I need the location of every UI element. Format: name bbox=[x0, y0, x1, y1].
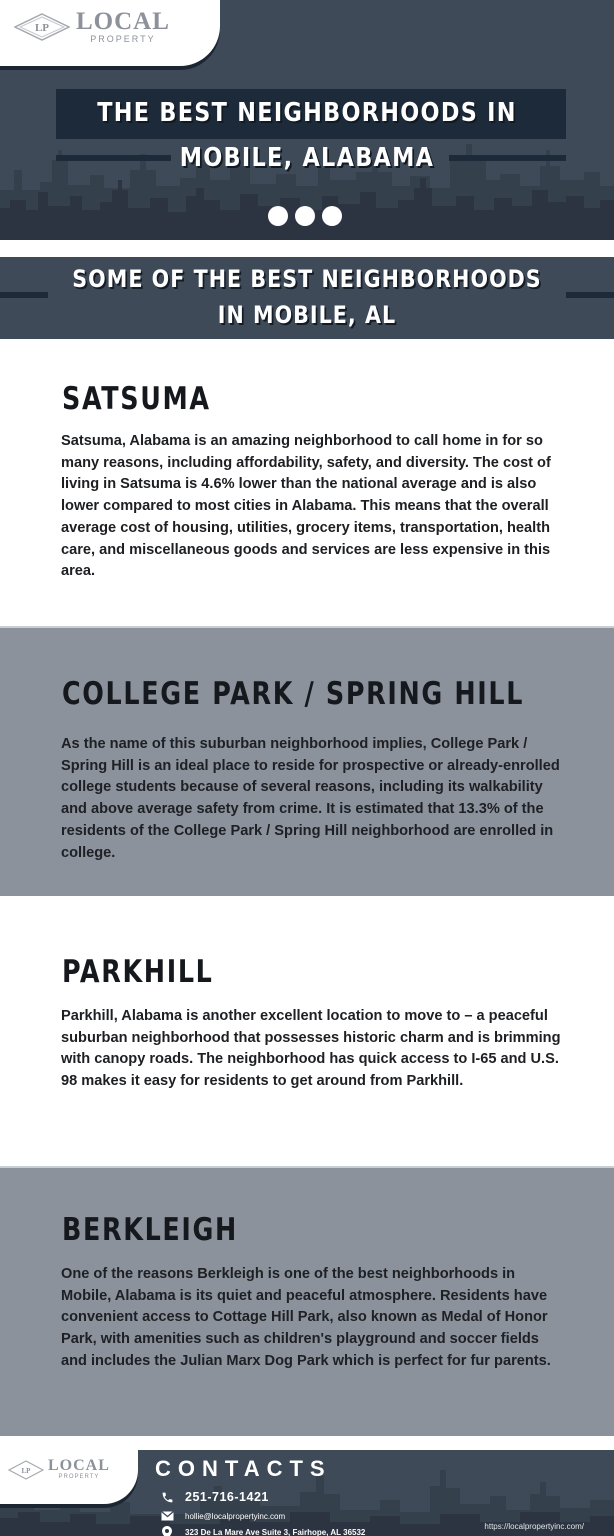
neighborhood-title: SATSUMA bbox=[62, 381, 211, 417]
mail-icon bbox=[160, 1509, 174, 1523]
phone-icon bbox=[160, 1490, 174, 1504]
brand-tagline: PROPERTY bbox=[90, 34, 156, 44]
sub-rule-right bbox=[566, 292, 614, 298]
neighborhood-title: PARKHILL bbox=[62, 954, 214, 990]
section-heading-line-1: SOME OF THE BEST NEIGHBORHOODS bbox=[72, 265, 542, 293]
svg-text:LP: LP bbox=[34, 22, 50, 34]
neighborhood-description: Satsuma, Alabama is an amazing neighborhood to call home in for so many reasons, including affordability, safety, and diversity. The cost of living in Satsuma is 4.6% lower than the national average and is also lower compared to most cities in Alabama. This means that the overall average cost of housing, utilities, grocery items, transportation, health care, and miscellaneous goods and services are less expensive in this area. bbox=[61, 433, 551, 580]
neighborhood-satsuma bbox=[0, 339, 614, 626]
contacts-footer bbox=[0, 1450, 614, 1536]
neighborhood-title: COLLEGE PARK / SPRING HILL bbox=[62, 676, 525, 712]
footer-logo-tab bbox=[0, 1450, 138, 1504]
neighborhood-berkleigh bbox=[0, 1166, 614, 1436]
neighborhood-description: Parkhill, Alabama is another excellent location to move to – a peaceful suburban neighborhood that possesses historic charm and is brimming with canopy roads. The neighborhood has quick access to I-65 and U.S. 98 makes it easy for residents to get around from Parkhill. bbox=[61, 1008, 561, 1090]
email-address: hollie@localpropertyinc.com bbox=[185, 1511, 286, 1521]
lp-diamond-icon bbox=[14, 13, 70, 41]
location-pin-icon bbox=[160, 1525, 174, 1536]
page-title-line-2: MOBILE, ALABAMA bbox=[179, 143, 435, 173]
contact-email[interactable] bbox=[160, 1509, 285, 1523]
neighborhood-parkhill bbox=[0, 896, 614, 1166]
contact-address[interactable] bbox=[160, 1525, 365, 1536]
section-heading-line-2: IN MOBILE, AL bbox=[217, 301, 397, 329]
footer-brand-tagline: PROPERTY bbox=[58, 1474, 100, 1480]
website-link[interactable]: https://localpropertyinc.com/ bbox=[484, 1522, 584, 1531]
section-heading-banner bbox=[0, 257, 614, 339]
sub-rule-left bbox=[0, 292, 48, 298]
brand-logo[interactable] bbox=[14, 10, 170, 44]
footer-brand-logo[interactable] bbox=[8, 1458, 110, 1481]
neighborhood-title: BERKLEIGH bbox=[62, 1212, 238, 1248]
lp-diamond-icon bbox=[8, 1460, 44, 1480]
dot-icon bbox=[268, 206, 288, 226]
neighborhood-description: One of the reasons Berkleigh is one of the best neighborhoods in Mobile, Alabama is its quiet and peaceful atmosphere. Residents have convenient access to Cottage Hill Park, also known as Medal of Honor Park, with amenities such as children's playground and soccer fields and includes the Julian Marx Dog Park which is perfect for fur parents. bbox=[61, 1266, 551, 1369]
neighborhood-description: As the name of this suburban neighborhood implies, College Park / Spring Hill is an ideal place to reside for prospective or already-enrolled college students because of several reasons, including its walkability and above average safety from crime. It is estimated that 13.3% of the residents of the College Park / Spring Hill neighborhood are enrolled in college. bbox=[61, 736, 560, 861]
footer-brand-name: LOCAL bbox=[48, 1457, 110, 1474]
phone-number: 251-716-1421 bbox=[185, 1490, 269, 1504]
page-title-line-1: THE BEST NEIGHBORHOODS IN bbox=[97, 98, 517, 128]
dot-icon bbox=[295, 206, 315, 226]
decorative-dots bbox=[268, 206, 342, 226]
neighborhood-college-park bbox=[0, 626, 614, 896]
contact-phone[interactable] bbox=[160, 1490, 269, 1504]
svg-text:LP: LP bbox=[21, 1466, 31, 1475]
contacts-title: CONTACTS bbox=[155, 1456, 332, 1481]
dot-icon bbox=[322, 206, 342, 226]
hero-header bbox=[0, 0, 614, 240]
brand-name: LOCAL bbox=[76, 8, 170, 35]
street-address: 323 De La Mare Ave Suite 3, Fairhope, AL 36532 bbox=[185, 1527, 366, 1536]
logo-tab bbox=[0, 0, 220, 66]
